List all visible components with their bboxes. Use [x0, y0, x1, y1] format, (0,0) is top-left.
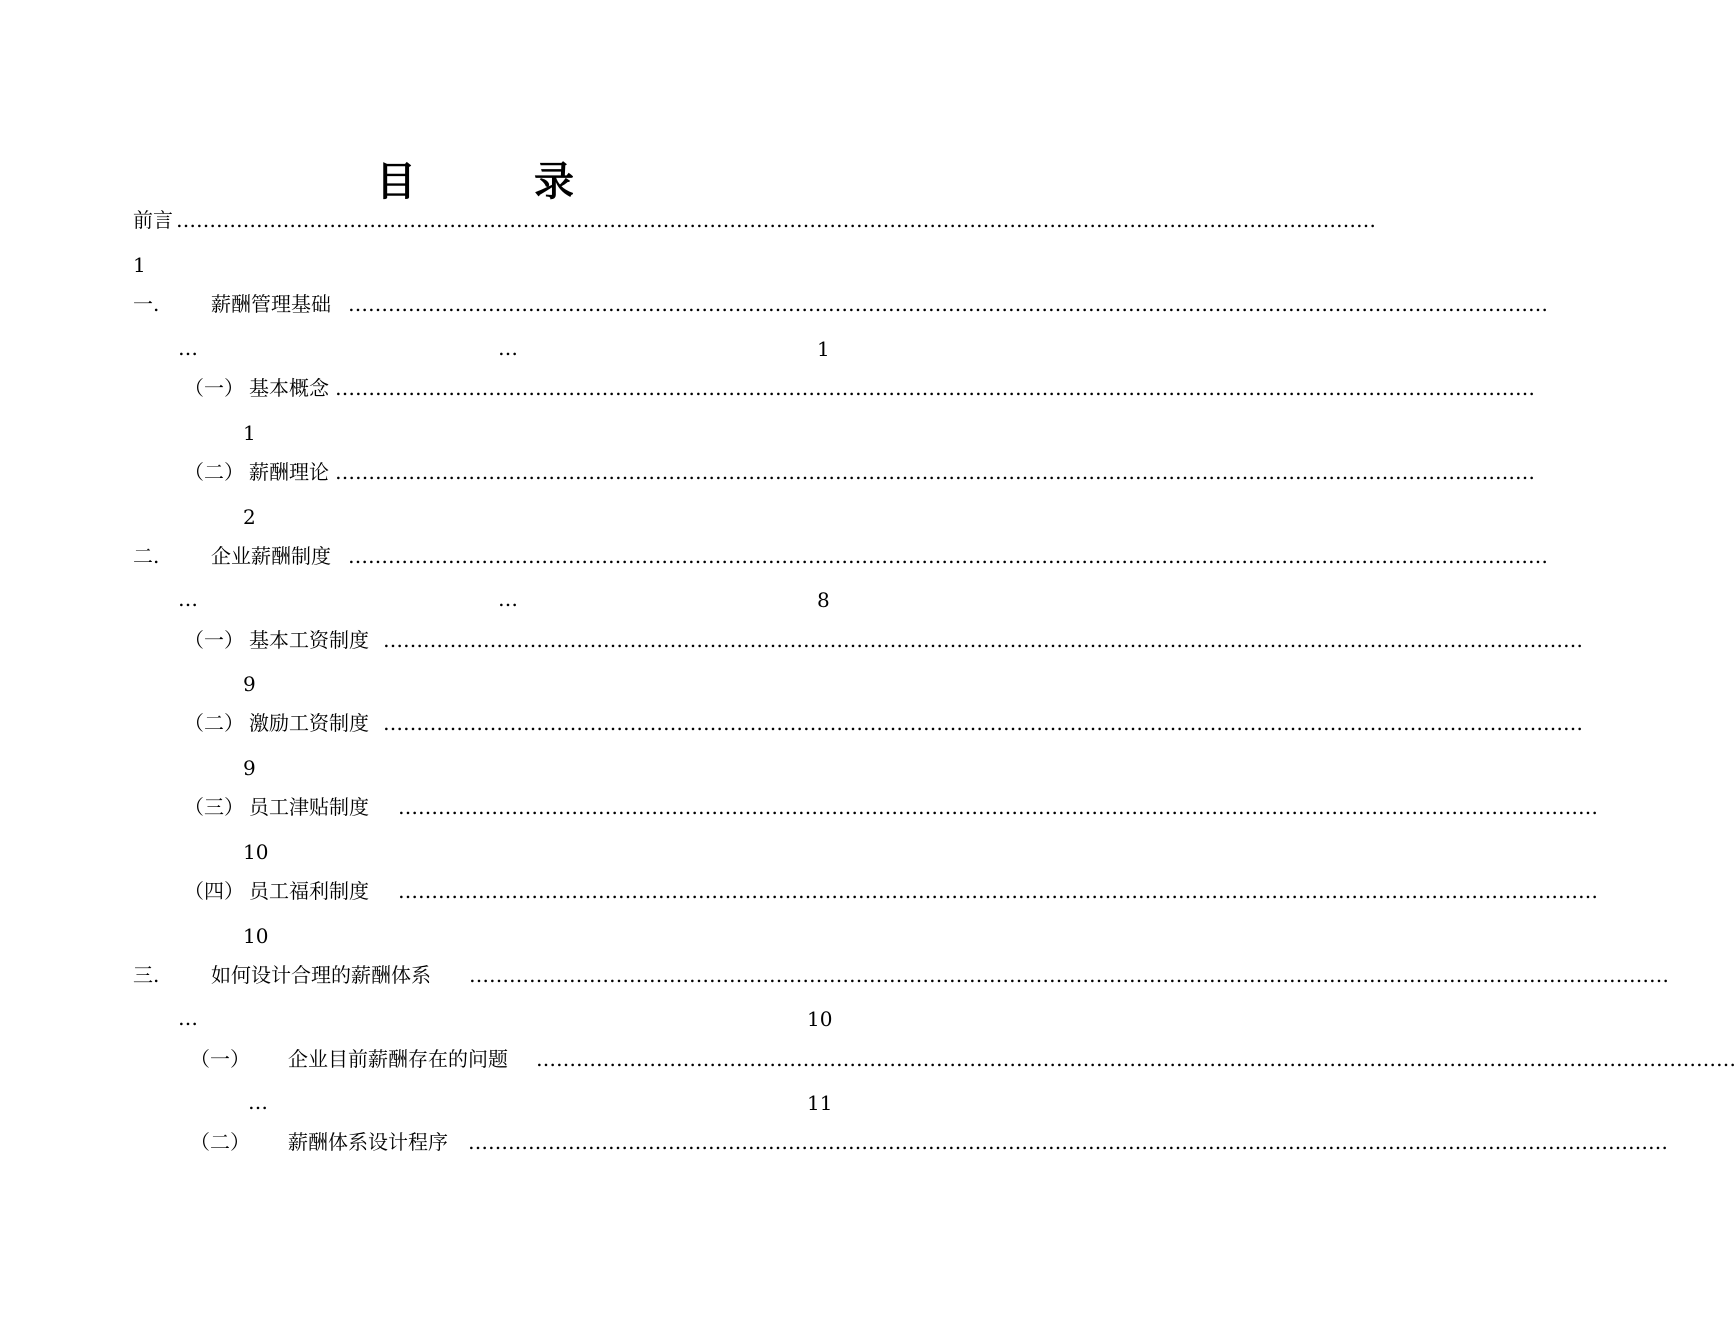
toc-page-number: 11 [807, 1091, 833, 1115]
dot-leader: ……………………………………………………………………………………………………………………………………………………………… [348, 292, 1548, 316]
dot-leader: ……………………………………………………………………………………………………………………………………………………………… [398, 795, 1598, 819]
toc-entry-label: 员工福利制度 [249, 879, 369, 903]
dot-leader: ……………………………………………………………………………………………………………………………………………………………… [398, 879, 1598, 903]
dot-leader: ……………………………………………………………………………………………………………………………………………………………… [536, 1047, 1736, 1071]
toc-chapter-marker: 二. [133, 544, 160, 568]
dot-leader-cont: … [498, 587, 518, 611]
toc-page-number: 10 [243, 840, 269, 864]
toc-entry-label: 基本概念 [249, 376, 329, 400]
toc-page-number: 9 [243, 672, 256, 696]
toc-entry-label: 薪酬体系设计程序 [288, 1130, 448, 1154]
toc-page-number: 10 [243, 924, 269, 948]
dot-leader: ……………………………………………………………………………………………………………………………………………………………… [335, 460, 1535, 484]
dot-leader: ……………………………………………………………………………………………………………………………………………………………… [383, 628, 1583, 652]
toc-entry-label: 企业薪酬制度 [211, 544, 331, 568]
toc-page-number: 1 [243, 421, 256, 445]
dot-leader-cont: … [178, 1006, 198, 1030]
toc-entry-label: 薪酬管理基础 [211, 292, 331, 316]
toc-section-marker: （一） [190, 1047, 250, 1071]
dot-leader: ……………………………………………………………………………………………………………………………………………………………… [468, 1130, 1668, 1154]
dot-leader: ……………………………………………………………………………………………………………………………………………………………… [469, 963, 1669, 987]
toc-entry-label: 企业目前薪酬存在的问题 [288, 1047, 508, 1071]
toc-page-number: 10 [807, 1007, 833, 1031]
toc-section-marker: （二） [184, 711, 244, 735]
toc-chapter-marker: 三. [133, 963, 160, 987]
dot-leader: ……………………………………………………………………………………………………………………………………………………………… [335, 376, 1535, 400]
toc-section-marker: （一） [184, 628, 244, 652]
dot-leader-cont: … [498, 336, 518, 360]
dot-leader-cont: … [178, 587, 198, 611]
toc-section-marker: （二） [190, 1130, 250, 1154]
toc-entry-label: 基本工资制度 [249, 628, 369, 652]
dot-leader-cont: … [178, 336, 198, 360]
toc-page-number: 9 [243, 756, 256, 780]
dot-leader: ……………………………………………………………………………………………………………………………………………………………… [383, 711, 1583, 735]
dot-leader: ……………………………………………………………………………………………………………………………………………………………… [176, 208, 1376, 232]
toc-page-number: 1 [133, 253, 146, 277]
toc-section-marker: （一） [184, 376, 244, 400]
dot-leader: ……………………………………………………………………………………………………………………………………………………………… [348, 544, 1548, 568]
toc-section-marker: （四） [184, 879, 244, 903]
toc-page-number: 8 [817, 588, 830, 612]
toc-section-marker: （二） [184, 460, 244, 484]
toc-entry-label: 如何设计合理的薪酬体系 [211, 963, 431, 987]
dot-leader-cont: … [248, 1090, 268, 1114]
toc-page-number: 2 [243, 505, 256, 529]
toc-entry-label: 激励工资制度 [249, 711, 369, 735]
toc-chapter-marker: 一. [133, 292, 160, 316]
toc-page-number: 1 [817, 337, 830, 361]
toc-section-marker: （三） [184, 795, 244, 819]
toc-title: 目 录 [376, 158, 626, 205]
toc-entry-label: 薪酬理论 [249, 460, 329, 484]
toc-entry-label: 员工津贴制度 [249, 795, 369, 819]
toc-entry-label: 前言 [133, 208, 173, 232]
